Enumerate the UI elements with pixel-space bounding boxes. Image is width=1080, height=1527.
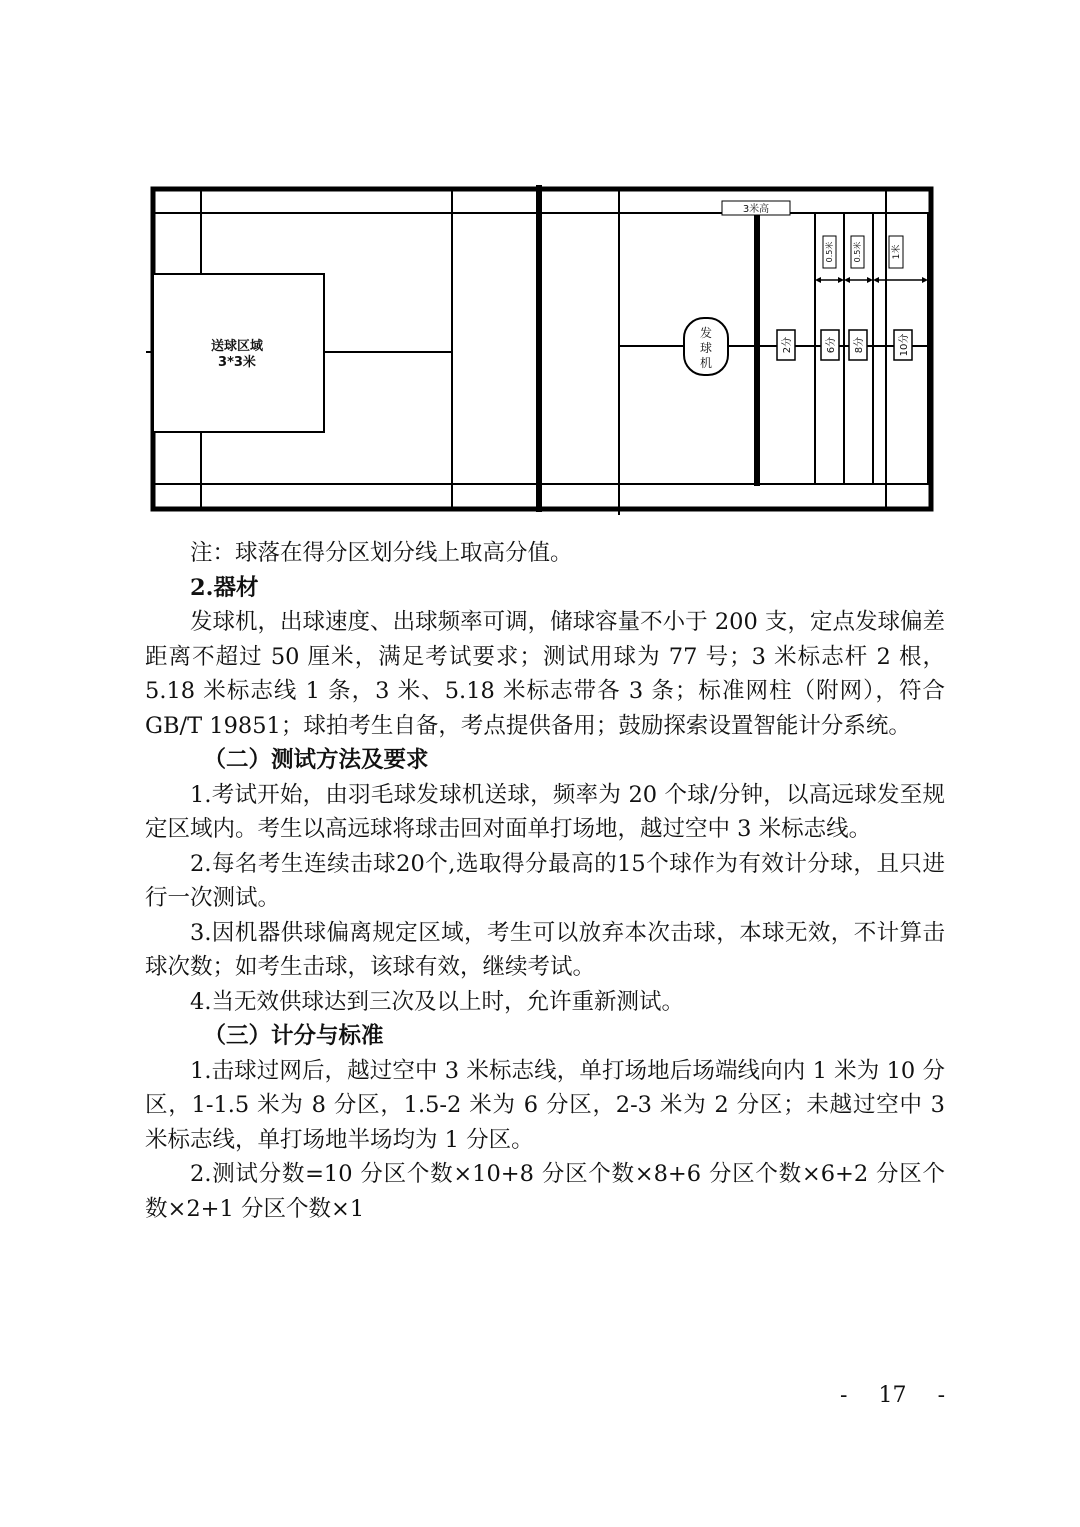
width-label-1: 0.5米 (825, 241, 834, 263)
serve-area-label: 送球区域 (210, 339, 264, 354)
page-dash-left: - (840, 1383, 848, 1408)
height-label: 3米高 (742, 204, 770, 215)
serve-area-size: 3*3米 (218, 355, 256, 370)
page-footer (840, 1383, 945, 1408)
badminton-court-diagram (0, 0, 1080, 530)
ball-machine-char-1: 发 (699, 326, 713, 340)
document-body (145, 536, 945, 1226)
method-item-4: 4.当无效供球达到三次及以上时，允许重新测试。 (190, 988, 684, 1015)
diagram-note: 注：球落在得分区划分线上取高分值。 (190, 540, 573, 566)
width-label-3: 1米 (892, 244, 902, 260)
scoring-heading: （三）计分与标准 (203, 1023, 384, 1049)
equipment-heading: 2.器材 (190, 574, 259, 601)
scoring-item-1: 1.击球过网后，越过空中 3 米标志线，单打场地后场端线向内 1 米为 10 分区，1-1.5 米为 8 分区，1.5-2 米为 6 分区，2-3 米为 2 分区；未越过空中 3 米标志线，单打场地半场均为 1 分区。 (145, 1057, 945, 1153)
zone-8-label: 8分 (854, 336, 865, 354)
zone-6-label: 6分 (826, 336, 837, 354)
page-dash-right: - (937, 1383, 945, 1408)
page-number: 17 (878, 1383, 907, 1408)
method-heading: （二）测试方法及要求 (203, 747, 429, 773)
width-label-2: 0.5米 (853, 241, 862, 263)
ball-machine-char-2: 球 (699, 341, 713, 355)
zone-2-label: 2分 (782, 336, 793, 354)
zone-10-label: 10分 (899, 333, 910, 357)
ball-machine-char-3: 机 (699, 356, 713, 370)
method-item-3: 3.因机器供球偏离规定区域，考生可以放弃本次击球，本球无效，不计算击球次数；如考生击球，该球有效，继续考试。 (145, 919, 945, 980)
scoring-item-2: 2.测试分数=10 分区个数×10+8 分区个数×8+6 分区个数×6+2 分区个数×2+1 分区个数×1 (145, 1161, 945, 1222)
method-item-2: 2.每名考生连续击球20个,选取得分最高的15个球作为有效计分球，且只进行一次测试。 (145, 850, 945, 911)
method-item-1: 1.考试开始，由羽毛球发球机送球，频率为 20 个球/分钟，以高远球发至规定区域内。考生以高远球将球击回对面单打场地，越过空中 3 米标志线。 (145, 781, 945, 842)
equipment-text: 发球机，出球速度、出球频率可调，储球容量不小于 200 支，定点发球偏差距离不超过 50 厘米，满足考试要求；测试用球为 77 号；3 米标志杆 2 根，5.18 米标志线 1 条，3 米、5.18 米标志带各 3 条；标准网柱（附网），符合 GB/T 19851；球拍考生自备，考点提供备用；鼓励探索设置智能计分系统。 (145, 609, 945, 739)
